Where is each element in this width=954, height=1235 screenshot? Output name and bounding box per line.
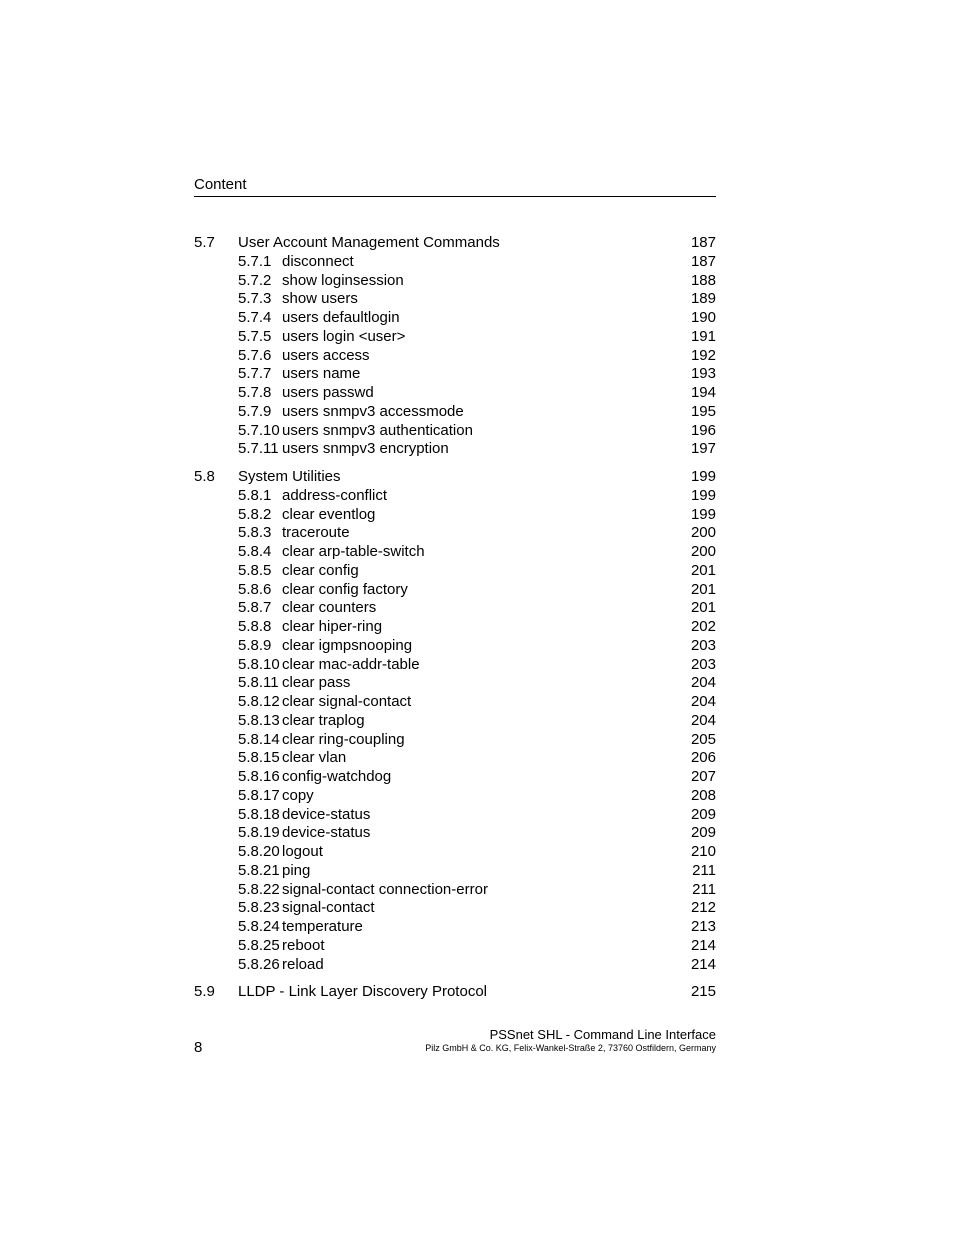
toc-entry-number: 5.8.1 [238, 486, 272, 504]
toc-entry-page-number: 204 [690, 711, 716, 729]
toc-entry[interactable] [194, 787, 716, 806]
toc-entry-number: 5.8.2 [238, 505, 272, 523]
table-of-contents [194, 234, 716, 1002]
toc-entry-title: show users [282, 290, 358, 308]
toc-entry-number: 5.8.20 [238, 843, 280, 860]
toc-entry-number: 5.9 [194, 983, 215, 1001]
toc-entry-number: 5.8.19 [238, 824, 280, 842]
toc-entry-number: 5.7 [194, 234, 215, 251]
toc-entry[interactable] [194, 693, 716, 712]
toc-entry[interactable] [194, 253, 716, 272]
toc-entry[interactable] [194, 881, 716, 900]
toc-entry-page-number: 208 [690, 786, 716, 804]
toc-entry[interactable] [194, 562, 716, 581]
page-header-title: Content [194, 176, 247, 193]
toc-entry[interactable] [194, 899, 716, 918]
toc-entry-number: 5.8.23 [238, 899, 280, 917]
toc-entry-page-number: 214 [690, 936, 716, 954]
toc-entry-page-number: 201 [690, 561, 716, 579]
toc-entry-number: 5.8.5 [238, 561, 272, 579]
toc-entry-title: users name [282, 365, 361, 383]
toc-entry-title: address-conflict [282, 486, 388, 504]
toc-entry-title: users snmpv3 authentication [282, 421, 473, 439]
toc-entry-number: 5.7.5 [238, 327, 272, 345]
toc-entry-title: User Account Management Commands [238, 234, 500, 251]
toc-entry-page-number: 192 [690, 346, 716, 364]
toc-entry-number: 5.8.21 [238, 861, 280, 879]
toc-entry[interactable] [194, 328, 716, 347]
toc-entry[interactable] [194, 384, 716, 403]
toc-entry[interactable] [194, 674, 716, 693]
toc-entry-number: 5.7.1 [238, 252, 272, 270]
toc-entry-page-number: 187 [690, 252, 716, 270]
toc-entry-page-number: 193 [690, 365, 716, 383]
toc-entry-title: clear ring-coupling [282, 730, 405, 748]
toc-entry-number: 5.8.16 [238, 768, 280, 785]
toc-entry-page-number: 204 [690, 674, 716, 692]
toc-entry-number: 5.8.17 [238, 786, 280, 804]
toc-entry[interactable] [194, 956, 716, 975]
toc-entry-page-number: 213 [690, 918, 716, 935]
toc-entry-title: users login <user> [282, 327, 406, 345]
toc-entry-page-number: 196 [690, 421, 716, 439]
toc-entry-number: 5.8.18 [238, 805, 280, 823]
toc-entry-number: 5.8.15 [238, 749, 280, 767]
toc-entry-title: traceroute [282, 524, 350, 542]
toc-entry-number: 5.8.8 [238, 618, 272, 635]
toc-entry-title: ping [282, 861, 311, 879]
toc-entry-number: 5.7.3 [238, 290, 272, 308]
toc-entry-number: 5.8.24 [238, 918, 280, 935]
toc-entry-page-number: 203 [690, 655, 716, 673]
toc-entry[interactable] [194, 272, 716, 291]
toc-entry-page-number: 209 [690, 824, 716, 842]
toc-entry-number: 5.8.6 [238, 580, 272, 598]
toc-entry[interactable] [194, 422, 716, 441]
toc-entry-page-number: 203 [690, 636, 716, 654]
toc-entry-page-number: 207 [690, 768, 716, 785]
toc-entry[interactable] [194, 806, 716, 825]
toc-entry-title: clear config factory [282, 580, 408, 598]
toc-entry[interactable] [194, 656, 716, 675]
toc-entry-title: users access [282, 346, 370, 364]
toc-entry-number: 5.8.13 [238, 711, 280, 729]
toc-entry-number: 5.7.4 [238, 309, 272, 326]
toc-entry[interactable] [194, 543, 716, 562]
toc-entry-page-number: 211 [692, 861, 716, 879]
toc-entry-title: show loginsession [282, 271, 404, 289]
toc-entry-title: device-status [282, 824, 371, 842]
toc-entry-number: 5.8.10 [238, 655, 280, 673]
toc-entry[interactable] [194, 309, 716, 328]
toc-entry[interactable] [194, 637, 716, 656]
toc-entry-page-number: 210 [690, 843, 716, 860]
toc-entry[interactable] [194, 618, 716, 637]
toc-entry[interactable] [194, 506, 716, 525]
toc-entry-title: logout [282, 843, 323, 860]
toc-entry-title: clear signal-contact [282, 693, 412, 710]
toc-entry[interactable] [194, 843, 716, 862]
toc-entry-number: 5.8.4 [238, 543, 272, 560]
toc-entry-page-number: 202 [690, 618, 716, 635]
toc-entry-number: 5.8.9 [238, 636, 272, 654]
toc-entry[interactable] [194, 749, 716, 768]
toc-entry-title: clear config [282, 561, 359, 579]
toc-entry[interactable] [194, 365, 716, 384]
toc-entry[interactable] [194, 731, 716, 750]
toc-entry[interactable] [194, 290, 716, 309]
toc-entry-page-number: 201 [690, 599, 716, 617]
toc-entry-page-number: 199 [690, 486, 716, 504]
toc-entry-title: disconnect [282, 252, 354, 270]
toc-entry-page-number: 199 [690, 505, 716, 523]
toc-entry-title: users defaultlogin [282, 309, 400, 326]
toc-entry-page-number: 197 [690, 440, 716, 458]
toc-entry[interactable] [194, 983, 716, 1002]
toc-entry[interactable] [194, 347, 716, 366]
toc-entry-number: 5.8.3 [238, 524, 272, 542]
toc-entry-title: clear mac-addr-table [282, 655, 420, 673]
toc-entry-title: copy [282, 786, 314, 804]
toc-entry[interactable] [194, 487, 716, 506]
toc-entry-page-number: 195 [690, 402, 716, 420]
toc-entry-page-number: 194 [690, 384, 716, 401]
toc-entry-number: 5.7.2 [238, 271, 272, 289]
toc-entry-number: 5.8.12 [238, 693, 280, 710]
toc-entry-title: clear counters [282, 599, 377, 617]
toc-entry-number: 5.8.22 [238, 880, 280, 898]
toc-entry[interactable] [194, 824, 716, 843]
toc-entry[interactable] [194, 234, 716, 253]
toc-entry-title: clear eventlog [282, 505, 376, 523]
toc-entry-title: LLDP - Link Layer Discovery Protocol [238, 983, 487, 1001]
toc-entry-page-number: 187 [690, 234, 716, 251]
toc-entry-page-number: 212 [690, 899, 716, 917]
toc-entry-title: clear arp-table-switch [282, 543, 425, 560]
toc-entry[interactable] [194, 712, 716, 731]
toc-entry-number: 5.7.11 [238, 440, 279, 458]
toc-entry-title: clear vlan [282, 749, 347, 767]
toc-entry-title: signal-contact [282, 899, 375, 917]
toc-entry-title: clear traplog [282, 711, 365, 729]
toc-entry[interactable] [194, 524, 716, 543]
page-number: 8 [194, 1039, 203, 1056]
toc-entry-title: users passwd [282, 384, 374, 401]
toc-entry-number: 5.8.7 [238, 599, 272, 617]
toc-entry-page-number: 199 [690, 468, 716, 485]
footer-address: Pilz GmbH & Co. KG, Felix-Wankel-Straße 2, 73760 Ostfildern, Germany [425, 1043, 716, 1053]
toc-entry-title: reload [282, 955, 324, 973]
toc-entry[interactable] [194, 768, 716, 787]
toc-entry[interactable] [194, 440, 716, 459]
toc-entry-title: temperature [282, 918, 363, 935]
toc-entry-title: device-status [282, 805, 371, 823]
toc-entry-page-number: 206 [690, 749, 716, 767]
toc-entry[interactable] [194, 403, 716, 422]
toc-entry-number: 5.8.11 [238, 674, 279, 692]
toc-entry-page-number: 205 [690, 730, 716, 748]
toc-entry-title: clear pass [282, 674, 351, 692]
toc-entry-page-number: 188 [690, 271, 716, 289]
toc-entry-number: 5.7.9 [238, 402, 272, 420]
header-divider [194, 196, 716, 197]
toc-entry-title: signal-contact connection-error [282, 880, 488, 898]
toc-entry[interactable] [194, 918, 716, 937]
toc-entry-title: System Utilities [238, 468, 341, 485]
toc-entry-page-number: 214 [690, 955, 716, 973]
toc-entry-number: 5.7.7 [238, 365, 272, 383]
toc-entry-title: clear hiper-ring [282, 618, 383, 635]
toc-entry-title: reboot [282, 936, 325, 954]
toc-entry[interactable] [194, 581, 716, 600]
toc-entry-number: 5.8.25 [238, 936, 280, 954]
toc-entry[interactable] [194, 599, 716, 618]
toc-entry-page-number: 191 [690, 327, 716, 345]
toc-entry-page-number: 215 [690, 983, 716, 1001]
toc-entry-page-number: 209 [690, 805, 716, 823]
toc-entry-title: users snmpv3 encryption [282, 440, 449, 458]
toc-entry-number: 5.7.6 [238, 346, 272, 364]
toc-entry-page-number: 190 [690, 309, 716, 326]
toc-entry[interactable] [194, 937, 716, 956]
toc-entry-page-number: 204 [690, 693, 716, 710]
toc-entry-page-number: 189 [690, 290, 716, 308]
toc-entry[interactable] [194, 468, 716, 487]
toc-entry-page-number: 201 [690, 580, 716, 598]
toc-entry-page-number: 200 [690, 524, 716, 542]
toc-entry-number: 5.8.14 [238, 730, 280, 748]
toc-entry-title: config-watchdog [282, 768, 392, 785]
toc-entry-title: clear igmpsnooping [282, 636, 413, 654]
footer-document-title: PSSnet SHL - Command Line Interface [489, 1027, 716, 1042]
toc-entry-title: users snmpv3 accessmode [282, 402, 464, 420]
toc-entry-number: 5.8.26 [238, 955, 280, 973]
toc-entry-number: 5.7.8 [238, 384, 272, 401]
toc-entry-number: 5.7.10 [238, 421, 280, 439]
toc-entry-page-number: 211 [692, 880, 716, 898]
toc-entry-page-number: 200 [690, 543, 716, 560]
toc-entry-number: 5.8 [194, 468, 215, 485]
toc-entry[interactable] [194, 862, 716, 881]
